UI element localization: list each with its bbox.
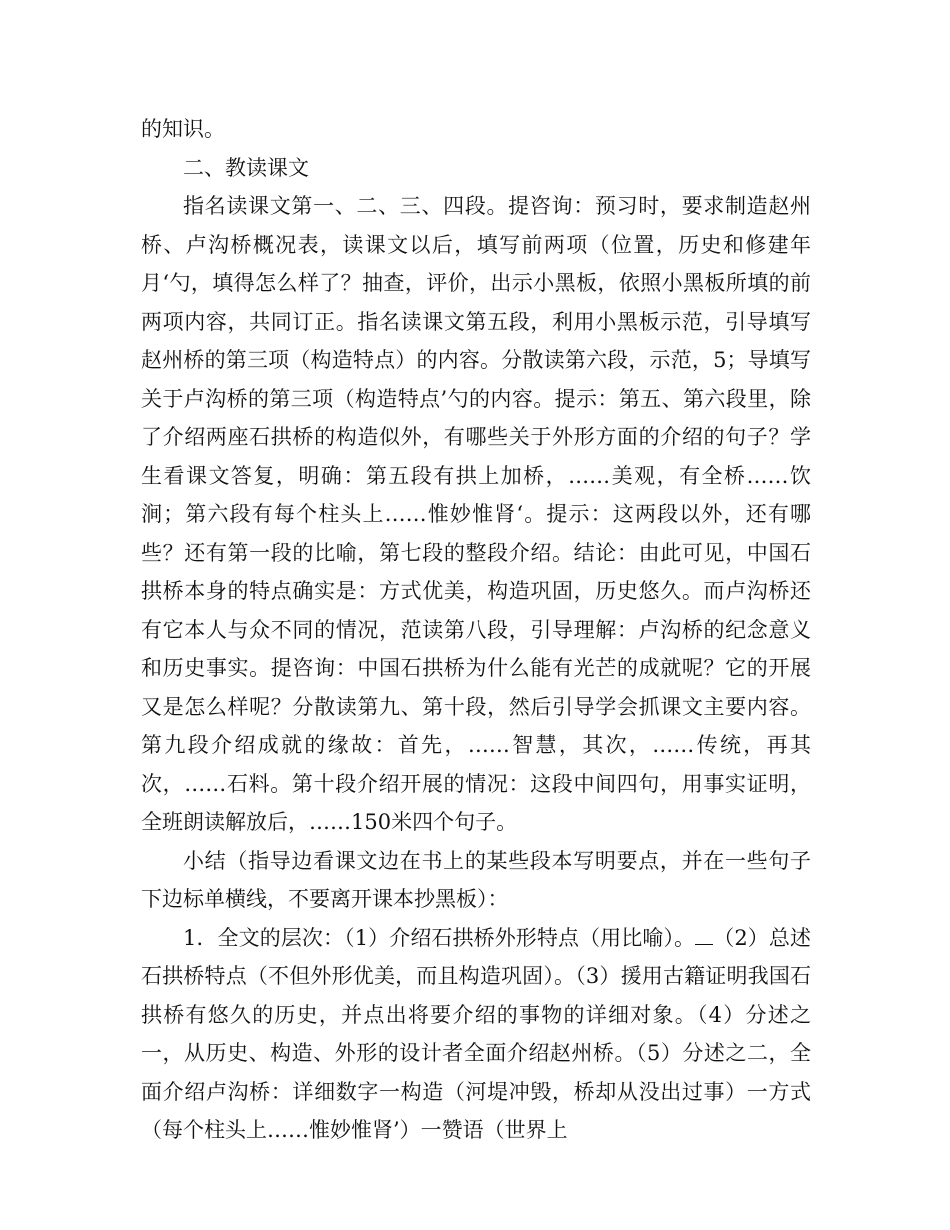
section-heading: 二、教读课文 — [183, 155, 309, 180]
structure-items-rest: （2）总述石拱桥特点（不但外形优美，而且构造巩固）。（3）援用古籍证明我国石拱桥有悠久的历史，并点出将要介绍的事物的详细对象。（4）分述之一，从历史、构造、外形的设计者全面介绍赵州桥。（5）分述之二，全面介绍卢沟桥：详细数字一构造（河堤冲毁，桥却从没出过事）一方式（每个柱头上……惟妙惟肾’）一赞语（世界上 — [141, 925, 811, 1142]
document-body — [141, 110, 811, 1150]
blank-underline — [695, 926, 713, 945]
structure-item-1: 1．全文的层次：（1）介绍石拱桥外形特点（用比喻）。 — [183, 925, 696, 950]
paragraph-summary: 小结（指导边看课文边在书上的某些段本写明要点，并在一些句子下边标单横线，不要离开课本抄黑板）： — [141, 848, 811, 911]
paragraph-structure — [141, 919, 811, 1150]
paragraph-continuation: 的知识。 — [141, 117, 225, 141]
paragraph-reading-guide: 指名读课文第一、二、三、四段。提咨询：预习时，要求制造赵州桥、卢沟桥概况表，读课文以后，填写前两项（位置，历史和修建年月‘勺，填得怎么样了？抽查，评价，出示小黑板，依照小黑板所填的前两项内容，共同订正。指名读课文第五段，利用小黑板示范，引导填写赵州桥的第三项（构造特点）的内容。分散读第六段，示范，5；导填写关于卢沟桥的第三项（构造特点’勺的内容。提示：第五、第六段里，除了介绍两座石拱桥的构造似外，有哪些关于外形方面的介绍的句子？学生看课文答复，明确：第五段有拱上加桥，……美观，有全桥……饮涧；第六段有每个柱头上……惟妙惟肾‘。提示：这两段以外，还有哪些？还有第一段的比喻，第七段的整段介绍。结论：由此可见，中国石拱桥本身的特点确实是：方式优美，构造巩固，历史悠久。而卢沟桥还有它本人与众不同的情况，范读第八段，引导理解：卢沟桥的纪念意义和历史事实。提咨询：中国石拱桥为什么能有光芒的成就呢？它的开展又是怎么样呢？分散读第九、第十段，然后引导学会抓课文主要内容。第九段介绍成就的缘故：首先，……智慧，其次，……传统，再其次，……石料。第十段介绍开展的情况：这段中间四句，用事实证明，全班朗读解放后，……150米四个句子。 — [141, 194, 811, 834]
